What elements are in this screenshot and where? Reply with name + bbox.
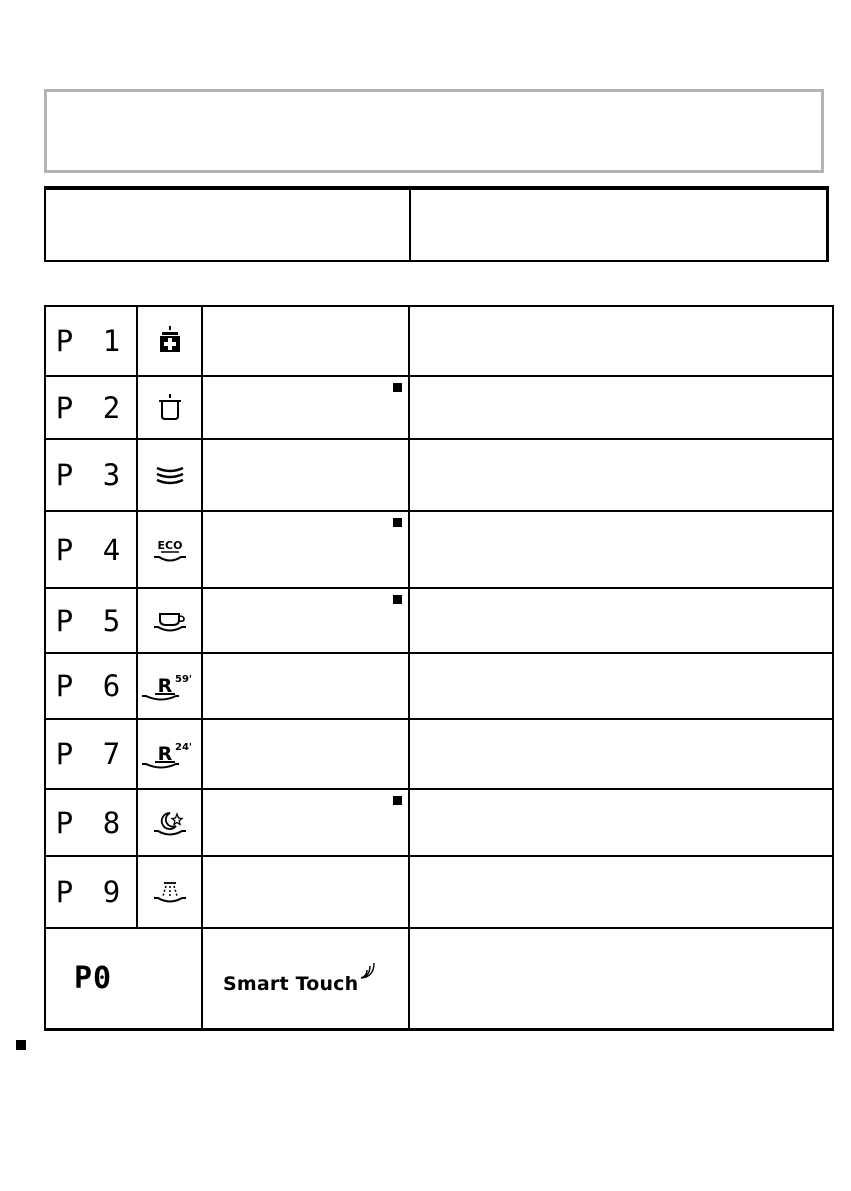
program-name-cell [202, 856, 409, 928]
marker-square [393, 383, 402, 392]
smart-touch-label: Smart Touch [223, 972, 359, 995]
rapid-24-icon [138, 737, 201, 771]
program-code: P 5 [45, 588, 137, 653]
program-row-p0 [45, 928, 833, 1029]
program-row-p3 [45, 439, 833, 511]
legend-marker-square [16, 1040, 26, 1050]
program-name-cell [202, 376, 409, 439]
program-row-p8 [45, 789, 833, 856]
program-desc-cell [409, 588, 833, 653]
subheader-divider [409, 190, 411, 260]
program-desc-cell [409, 306, 833, 376]
header-box [44, 89, 824, 173]
program-name-cell [202, 588, 409, 653]
eco-label: ECO [157, 538, 182, 552]
rapid-time-label: 59' [174, 674, 192, 685]
program-row-p2 [45, 376, 833, 439]
waves-icon [138, 460, 201, 490]
program-code: P 8 [45, 789, 137, 856]
program-desc-cell [409, 928, 833, 1029]
program-row-p1 [45, 306, 833, 376]
program-row-p5 [45, 588, 833, 653]
eco-icon [138, 533, 201, 567]
program-name-cell [202, 928, 409, 1029]
program-code: P 6 [45, 653, 137, 719]
wireless-icon [359, 962, 377, 980]
smart-touch-logo [203, 973, 377, 995]
rapid-time-label: 24' [174, 742, 192, 753]
program-desc-cell [409, 719, 833, 789]
program-code: P 1 [45, 306, 137, 376]
program-name-cell [202, 789, 409, 856]
rapid-59-icon [138, 669, 201, 703]
program-desc-cell [409, 653, 833, 719]
cup-icon [138, 606, 201, 636]
program-code: P 2 [45, 376, 137, 439]
program-code: P 7 [45, 719, 137, 789]
program-desc-cell [409, 376, 833, 439]
program-table [44, 305, 834, 1031]
marker-square [393, 595, 402, 604]
marker-square [393, 518, 402, 527]
night-icon [138, 806, 201, 840]
program-row-p7 [45, 719, 833, 789]
program-desc-cell [409, 511, 833, 588]
program-code: P 4 [45, 511, 137, 588]
subheader-table [44, 186, 829, 262]
program-desc-cell [409, 789, 833, 856]
program-row-p6 [45, 653, 833, 719]
marker-square [393, 796, 402, 805]
svg-text:R: R [157, 743, 172, 765]
intensive-pot-icon [138, 324, 201, 358]
program-code: P0 [45, 928, 202, 1029]
program-name-cell [202, 719, 409, 789]
program-row-p9 [45, 856, 833, 928]
svg-text:R: R [157, 675, 172, 697]
pot-icon [138, 391, 201, 425]
program-desc-cell [409, 439, 833, 511]
program-code: P 9 [45, 856, 137, 928]
program-row-p4 [45, 511, 833, 588]
prewash-icon [138, 875, 201, 909]
program-name-cell [202, 439, 409, 511]
program-name-cell [202, 653, 409, 719]
program-desc-cell [409, 856, 833, 928]
program-name-cell [202, 306, 409, 376]
program-name-cell [202, 511, 409, 588]
program-code: P 3 [45, 439, 137, 511]
